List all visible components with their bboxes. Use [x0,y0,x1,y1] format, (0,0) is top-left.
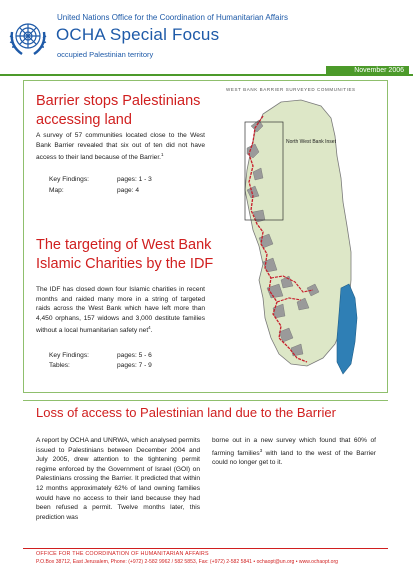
row-label: Map: [49,187,64,194]
publication-title: OCHA Special Focus [56,25,220,44]
section2-body-end: . [150,327,153,335]
section2-body [36,285,205,336]
footer-contact: P.O.Box 38712, East Jerusalem, Phone: (+972) 2-582 9962 / 582 5853, Fax: (+972) 2-582 5841 • ochaopt@un.org • www.ochaopt.org [36,559,339,565]
section-divider [23,400,388,401]
row-value: pages: 5 - 6 [117,352,152,359]
section3-column-2 [212,436,376,468]
key-findings-row [49,352,152,359]
row-label: Tables: [49,362,70,369]
issue-date: November 2006 [326,66,409,75]
footnote-ref: 4 [148,325,151,331]
map-caption: WEST BANK BARRIER SURVEYED COMMUNITIES [226,87,356,92]
west-bank-map [223,92,375,382]
row-label: Key Findings: [49,352,89,359]
inset-label: North West Bank Inset [286,139,336,145]
section1-title: Barrier stops Palestinians accessing land [36,93,201,128]
column-text: borne out in a new survey which found that 60% of farming families [212,437,376,457]
tables-row [49,362,152,369]
row-value: pages: 7 - 9 [117,362,152,369]
column-text: A report by OCHA and UNRWA, which analysed permits issued to Palestinians between December 2004 and July 2005, drew attention to the tightening permit regime enforced by the Government of Israel (GOI) on Palestinians crossing the Barrier. It predicted that within 12 months approximately 62% of land owning families would have no access to their land because they had been refused a permit. Twelve months later, this prediction was [36,437,200,521]
page-header [0,0,413,68]
dead-sea [337,284,357,374]
section1-body [36,131,205,163]
row-label: Key Findings: [49,176,89,183]
section3-column-1 [36,436,200,522]
section3-title: Loss of access to Palestinian land due to the Barrier [36,405,336,420]
section2-title: The targeting of West Bank Islamic Charities by the IDF [36,237,214,272]
column-text-end: with land to the west of the Barrier could no longer get to it. [212,449,376,467]
row-value: page: 4 [117,187,139,194]
un-emblem-icon [4,14,52,62]
footer-office: OFFICE FOR THE COORDINATION OF HUMANITARIAN AFFAIRS [36,551,209,557]
section2-body-text: The IDF has closed down four Islamic charities in recent months and raided many more in a string of targeted raids across the West Bank which have left more than 4,450 orphans, 157 widows and 3,000 destitute families without a local humanitarian safety net [36,286,205,335]
footnote-ref: 1 [161,152,164,158]
footnote-ref: 3 [259,447,263,453]
publication-subtitle: occupied Palestinian territory [57,50,154,59]
row-value: pages: 1 - 3 [117,176,152,183]
key-findings-row [49,176,152,183]
map-row [49,187,139,194]
org-name: United Nations Office for the Coordination of Humanitarian Affairs [57,13,288,22]
section1-body-text: A survey of 57 communities located close to the West Bank Barrier revealed that six out of ten did not have access to their land because of the Barrier. [36,132,205,162]
footer-rule [23,548,388,549]
